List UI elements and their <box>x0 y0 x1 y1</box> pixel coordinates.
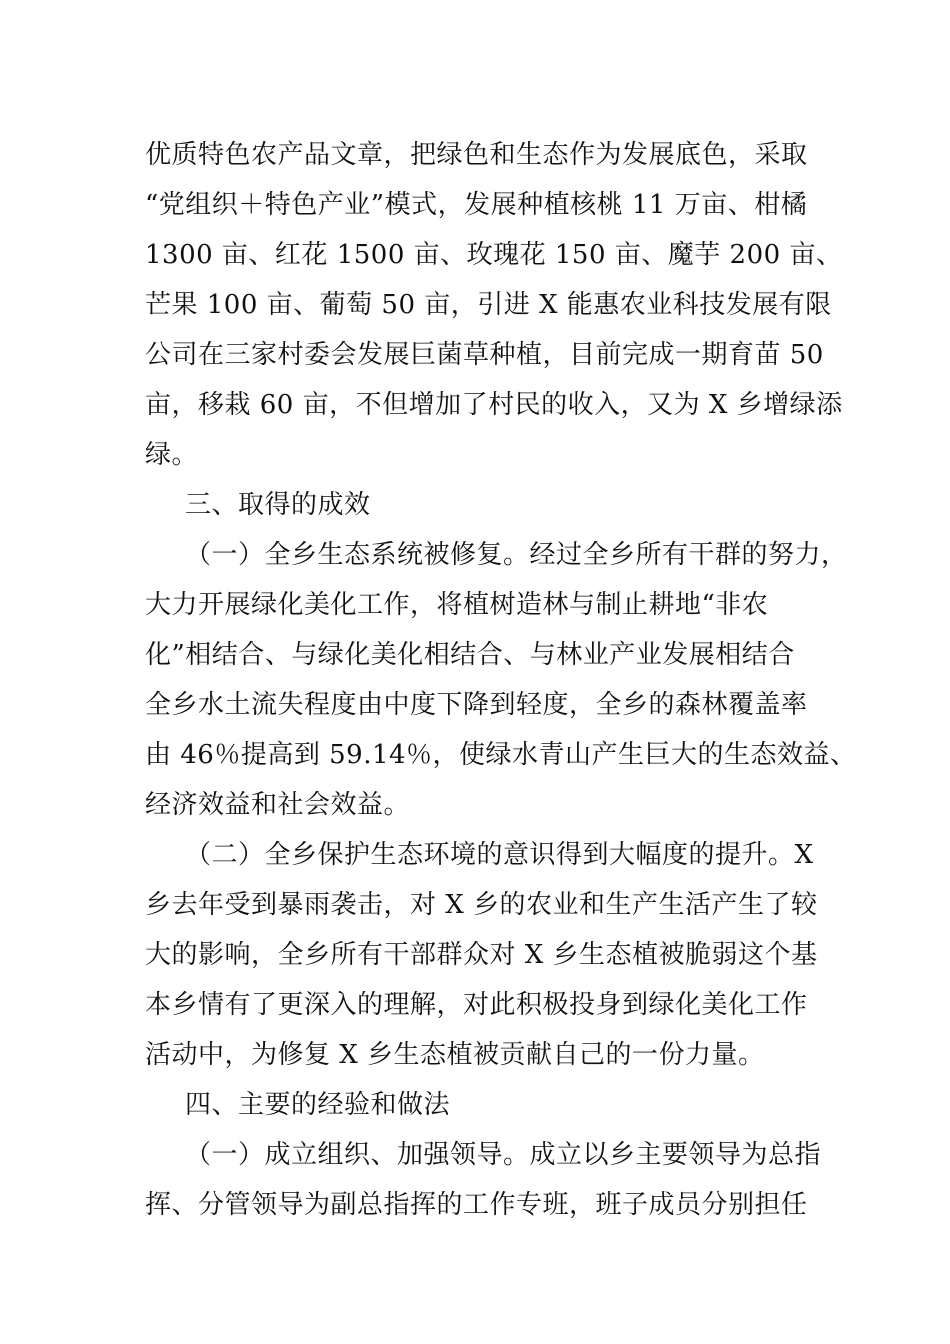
text-line: 优质特色农产品文章，把绿色和生态作为发展底色，采取 <box>145 140 808 170</box>
text-line: 亩，移栽 60 亩，不但增加了村民的收入，又为 X 乡增绿添 <box>145 390 843 420</box>
text-line: 乡去年受到暴雨袭击，对 X 乡的农业和生产生活产生了较 <box>145 890 818 920</box>
section-heading: 三、取得的成效 <box>185 490 371 520</box>
section-heading: 四、主要的经验和做法 <box>185 1090 451 1120</box>
text-line: 1300 亩、红花 1500 亩、玫瑰花 150 亩、魔芋 200 亩、 <box>145 240 843 270</box>
text-line: 大力开展绿化美化工作，将植树造林与制止耕地“非农 <box>145 590 769 620</box>
text-line: 绿。 <box>145 440 199 470</box>
document-body <box>145 130 857 1230</box>
text-line: 公司在三家村委会发展巨菌草种植，目前完成一期育苗 50 <box>145 340 824 370</box>
text-line: 大的影响，全乡所有干部群众对 X 乡生态植被脆弱这个基 <box>145 940 818 970</box>
text-line: 芒果 100 亩、葡萄 50 亩，引进 X 能惠农业科技发展有限 <box>145 290 832 320</box>
text-line: 化”相结合、与绿化美化相结合、与林业产业发展相结合 <box>145 640 795 670</box>
text-line: 挥、分管领导为副总指挥的工作专班，班子成员分别担任 <box>145 1190 808 1220</box>
paragraph-start: （一）全乡生态系统被修复。经过全乡所有干群的努力， <box>185 540 848 570</box>
text-line: 经济效益和社会效益。 <box>145 790 411 820</box>
text-line: 活动中，为修复 X 乡生态植被贡献自己的一份力量。 <box>145 1040 765 1070</box>
text-line: 全乡水土流失程度由中度下降到轻度，全乡的森林覆盖率 <box>145 690 808 720</box>
text-line: 本乡情有了更深入的理解，对此积极投身到绿化美化工作 <box>145 990 808 1020</box>
text-line: 由 46％提高到 59.14％，使绿水青山产生巨大的生态效益、 <box>145 740 857 770</box>
text-line: “党组织＋特色产业”模式，发展种植核桃 11 万亩、柑橘 <box>145 190 808 220</box>
paragraph-start: （一）成立组织、加强领导。成立以乡主要领导为总指 <box>185 1140 822 1170</box>
paragraph-start: （二）全乡保护生态环境的意识得到大幅度的提升。X <box>185 840 814 870</box>
